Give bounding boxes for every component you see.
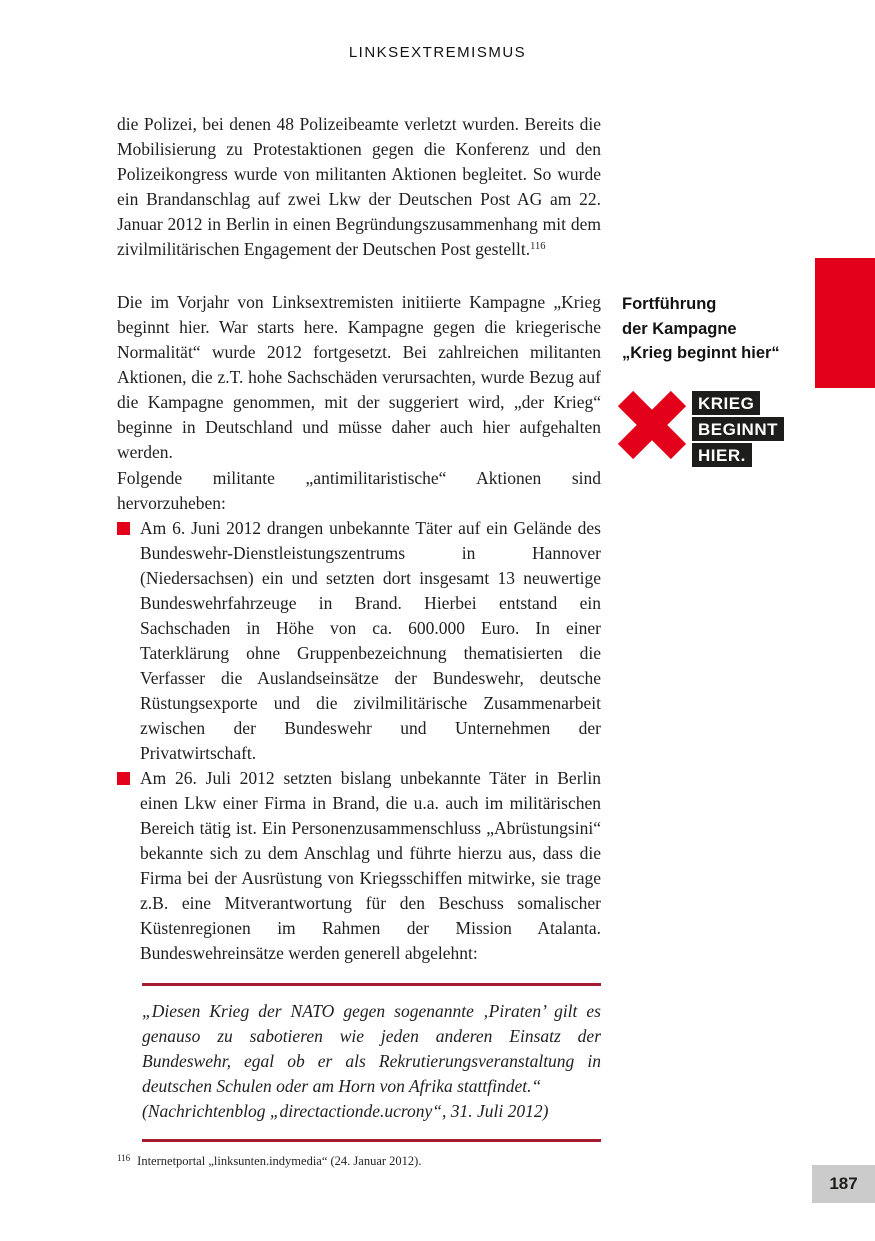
footnote-number: 116 — [117, 1153, 131, 1163]
logo-word-hier: HIER. — [692, 443, 752, 467]
chapter-tab-red — [815, 258, 875, 388]
margin-note — [622, 292, 822, 366]
quote-attribution: (Nachrichtenblog „directactionde.ucrony“, 31. Juli 2012) — [142, 1101, 549, 1121]
logo-word-krieg: KRIEG — [692, 391, 760, 415]
running-header: LINKSEXTREMISMUS — [348, 44, 527, 61]
red-square-bullet-icon — [117, 522, 130, 535]
footnote-text: Internetportal „linksunten.indymedia“ (24. Januar 2012). — [137, 1154, 422, 1168]
margin-note-line: der Kampagne — [622, 319, 737, 338]
footnote — [117, 1150, 637, 1169]
logo-word-beginnt: BEGINNT — [692, 417, 784, 441]
blockquote — [142, 983, 601, 1142]
page-number-badge: 187 — [812, 1165, 875, 1203]
list-item-text: Am 6. Juni 2012 drangen unbekannte Täter auf ein Gelände des Bundeswehr-Dienstleistungszentrums in Hannover (Niedersachsen) ein und setzten dort insgesamt 13 neuwertige Bundeswehrfahrzeuge in Brand. Hierbei entstand ein Sachschaden in Höhe von ca. 600.000 Euro. In einer Taterklärung ohne Gruppenbezeichnung thematisierten die Verfasser die Auslandseinsätze der Bundeswehr, deutsche Rüstungsexporte und die zivilmilitärische Zusammenarbeit zwischen der Bundeswehr und Unternehmen der Privatwirtschaft. — [140, 518, 601, 763]
margin-note-line: „Krieg beginnt hier“ — [622, 344, 780, 362]
paragraph-police-attacks — [117, 112, 601, 262]
militant-actions-section — [117, 466, 601, 966]
paragraph-campaign-krieg-beginnt-hier: Die im Vorjahr von Linksextremisten initiierte Kampagne „Krieg beginnt hier. War starts here. Kampagne gegen die kriegerische Normalität“ wurde 2012 fortgesetzt. Bei zahlreichen militanten Aktionen, die z.T. hohe Sachschäden verursachten, wurde Bezug auf die Kampagne genommen, mit der suggeriert wird, „der Krieg“ beginne in Deutschland und müsse daher auch hier aufgehalten werden. — [117, 292, 601, 462]
militant-actions-list — [117, 516, 601, 966]
margin-note-line: Fortführung — [622, 295, 717, 313]
list-item — [117, 516, 601, 766]
footnote-reference-116: 116 — [530, 241, 546, 252]
red-x-icon — [616, 388, 688, 462]
list-item — [117, 766, 601, 966]
list-intro: Folgende militante „antimilitaristische“ Aktionen sind hervorzuheben: — [117, 468, 601, 513]
logo-wordmark — [692, 391, 784, 467]
quote-text: „Diesen Krieg der NATO gegen sogenannte ‚Piraten’ gilt es genauso zu sabotieren wie jeden anderen Einsatz der Bundeswehr, egal ob er als Rekrutierungsveranstaltung in deutschen Schulen oder am Horn von Afrika stattfindet.“ — [142, 1001, 601, 1096]
list-item-text: Am 26. Juli 2012 setzten bislang unbekannte Täter in Berlin einen Lkw einer Firma in Brand, die u.a. auch im militärischen Bereich tätig ist. Ein Personenzusammenschluss „Abrüstungsini“ bekannte sich zu dem Anschlag und führte hierzu aus, dass die Firma bei der Ausrüstung von Kriegsschiffen mitwirke, sie trage z.B. eine Mitverantwortung für den Beschuss somalischer Küstenregionen im Rahmen der Mission Atalanta. Bundeswehreinsätze werden generell abgelehnt: — [140, 768, 601, 963]
krieg-beginnt-hier-logo — [616, 388, 784, 467]
paragraph-text: die Polizei, bei denen 48 Polizeibeamte verletzt wurden. Bereits die Mobilisierung zu Protestaktionen gegen die Konferenz und den Polizeikongress wurde von militanten Aktionen begleitet. So wurde ein Brandanschlag auf zwei Lkw der Deutschen Post AG am 22. Januar 2012 in Berlin in einen Begründungszusammenhang mit dem zivilmilitärischen Engagement der Deutschen Post gestellt. — [117, 114, 601, 259]
red-square-bullet-icon — [117, 772, 130, 785]
